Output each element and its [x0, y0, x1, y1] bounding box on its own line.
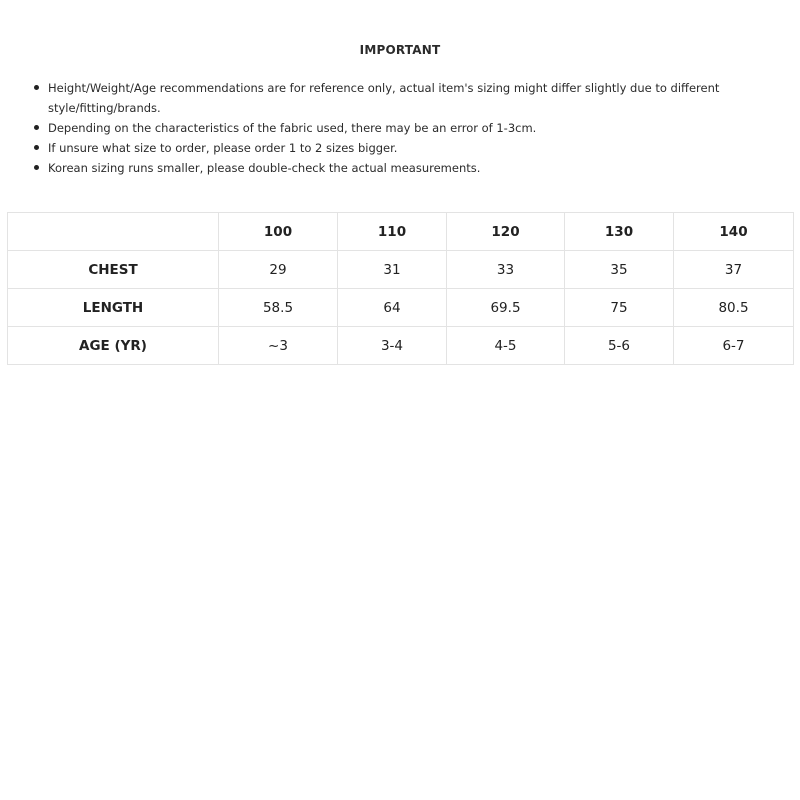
table-cell: 80.5	[674, 289, 794, 327]
table-header-row	[8, 213, 794, 251]
row-label: AGE (YR)	[8, 327, 219, 365]
size-header: 100	[219, 213, 338, 251]
table-cell: 3-4	[338, 327, 447, 365]
table-cell: 69.5	[447, 289, 565, 327]
row-label: LENGTH	[8, 289, 219, 327]
table-cell: 37	[674, 251, 794, 289]
bullet-icon	[34, 85, 39, 90]
row-label: CHEST	[8, 251, 219, 289]
size-header: 130	[565, 213, 674, 251]
bullet-icon	[34, 125, 39, 130]
notes-list	[34, 78, 774, 178]
bullet-icon	[34, 165, 39, 170]
table-cell: 31	[338, 251, 447, 289]
size-table	[7, 212, 794, 365]
table-cell: 5-6	[565, 327, 674, 365]
size-header: 140	[674, 213, 794, 251]
list-item	[34, 138, 774, 158]
list-item	[34, 78, 774, 118]
list-item	[34, 118, 774, 138]
table-cell: 6-7	[674, 327, 794, 365]
table-cell: 64	[338, 289, 447, 327]
table-cell: 35	[565, 251, 674, 289]
size-header: 110	[338, 213, 447, 251]
table-corner-cell	[8, 213, 219, 251]
page-title: IMPORTANT	[359, 43, 441, 57]
table-row	[8, 327, 794, 365]
size-header: 120	[447, 213, 565, 251]
note-text: Height/Weight/Age recommendations are for reference only, actual item's sizing might differ slightly due to different style/fitting/brands.	[48, 81, 720, 115]
bullet-icon	[34, 145, 39, 150]
table-cell: 33	[447, 251, 565, 289]
table-row	[8, 289, 794, 327]
table-cell: 58.5	[219, 289, 338, 327]
table-cell: ~3	[219, 327, 338, 365]
table-cell: 29	[219, 251, 338, 289]
note-text: If unsure what size to order, please order 1 to 2 sizes bigger.	[48, 141, 398, 155]
table-cell: 4-5	[447, 327, 565, 365]
note-text: Korean sizing runs smaller, please double-check the actual measurements.	[48, 161, 481, 175]
table-row	[8, 251, 794, 289]
table-cell: 75	[565, 289, 674, 327]
note-text: Depending on the characteristics of the fabric used, there may be an error of 1-3cm.	[48, 121, 537, 135]
list-item	[34, 158, 774, 178]
